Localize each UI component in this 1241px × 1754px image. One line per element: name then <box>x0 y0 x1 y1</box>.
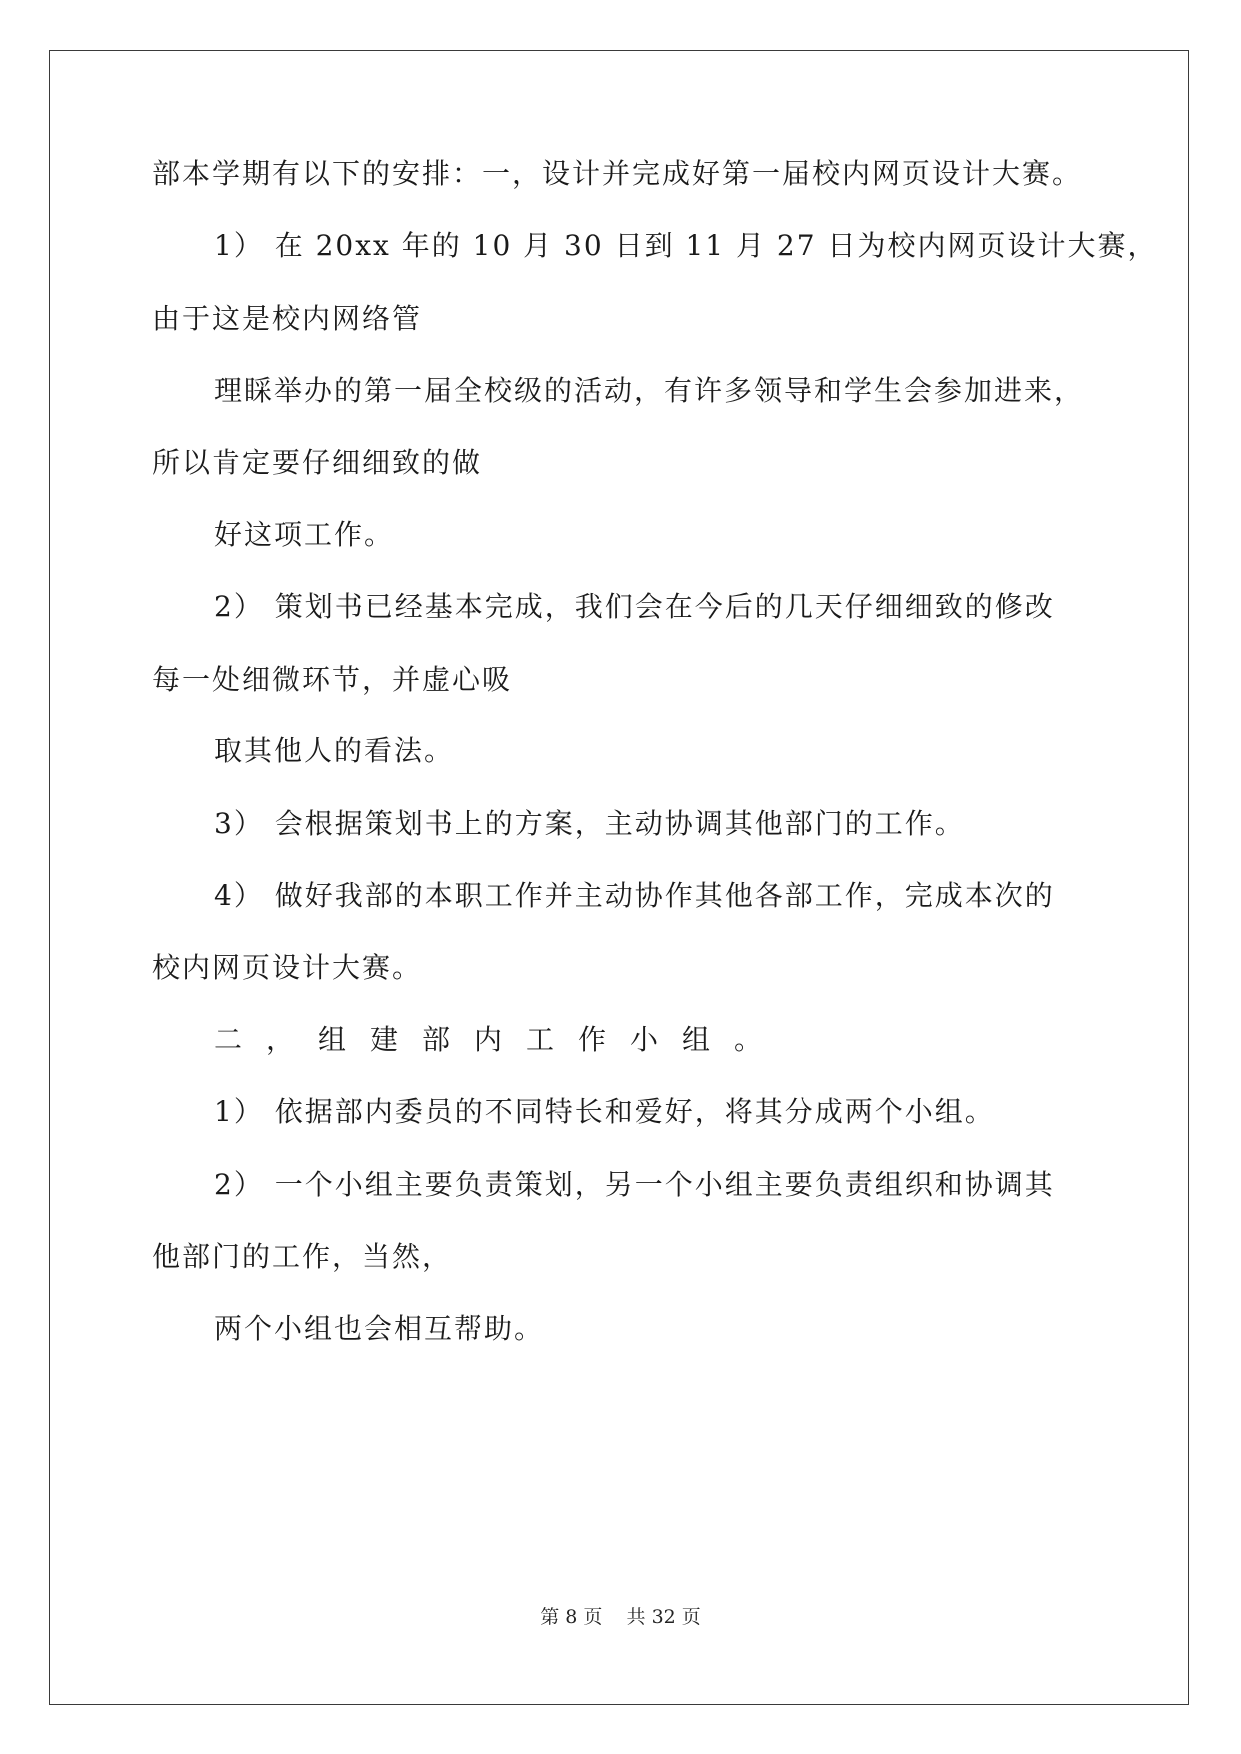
body-text-line: 3） 会根据策划书上的方案，主动协调其他部门的工作。 <box>214 807 965 840</box>
page-number-footer: 第 8 页 共 32 页 <box>540 1606 701 1628</box>
section-heading: 二，组建部内工作小组。 <box>214 1023 787 1056</box>
body-text-line: 由于这是校内网络管 <box>152 302 423 335</box>
body-text-line: 所以肯定要仔细细致的做 <box>152 446 483 479</box>
body-text-line: 取其他人的看法。 <box>214 734 455 767</box>
body-text-line: 4） 做好我部的本职工作并主动协作其他各部工作，完成本次的 <box>214 879 1055 912</box>
body-text-line: 每一处细微环节，并虚心吸 <box>152 663 513 696</box>
body-text-line: 1） 依据部内委员的不同特长和爱好，将其分成两个小组。 <box>214 1095 995 1128</box>
body-text-line: 1） 在 20xx 年的 10 月 30 日到 11 月 27 日为校内网页设计大赛， <box>214 229 1158 262</box>
body-text-line: 好这项工作。 <box>214 518 395 551</box>
body-text-line: 2） 一个小组主要负责策划，另一个小组主要负责组织和协调其 <box>214 1168 1055 1201</box>
body-text-line: 两个小组也会相互帮助。 <box>214 1312 545 1345</box>
body-text-line: 理睬举办的第一届全校级的活动，有许多领导和学生会参加进来， <box>214 374 1085 407</box>
body-text-line: 他部门的工作，当然， <box>152 1240 453 1273</box>
body-text-line: 校内网页设计大赛。 <box>152 951 423 984</box>
body-text-line: 2） 策划书已经基本完成，我们会在今后的几天仔细细致的修改 <box>214 590 1055 623</box>
body-text-line: 部本学期有以下的安排：一，设计并完成好第一届校内网页设计大赛。 <box>152 157 1083 190</box>
